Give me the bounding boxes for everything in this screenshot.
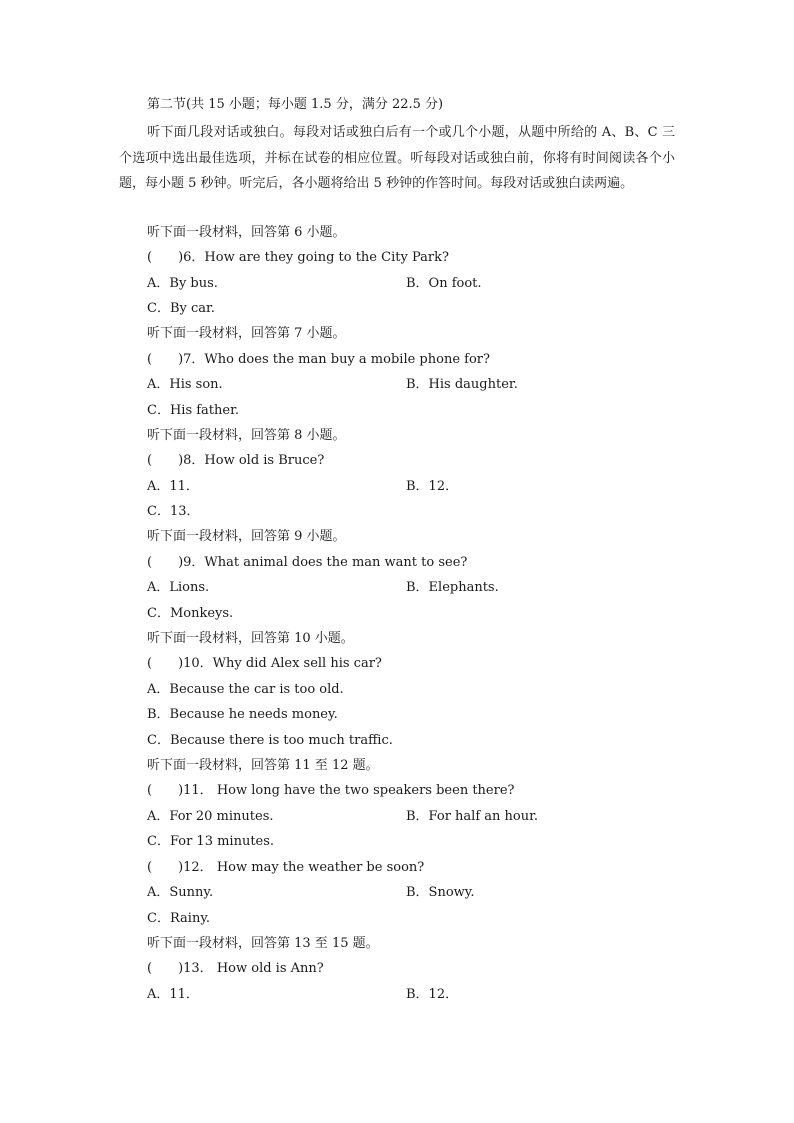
- option-10-a: A．Because the car is too old.: [147, 682, 344, 697]
- section-heading: 第二节(共 15 小题；每小题 1.5 分，满分 22.5 分): [147, 97, 444, 112]
- question-stem-12: ( )12． How may the weather be soon?: [147, 860, 425, 875]
- block-intro-7: 听下面一段材料，回答第 7 小题。: [147, 326, 346, 341]
- question-stem-6: ( )6．How are they going to the City Park?: [147, 250, 449, 265]
- option-10-c: C．Because there is too much traffic.: [147, 733, 393, 748]
- option-11-b: B．For half an hour.: [406, 809, 539, 824]
- option-8-a: A．11．: [147, 479, 199, 494]
- option-13-a: A．11．: [147, 987, 199, 1002]
- option-6-b: B．On foot.: [406, 276, 482, 291]
- section-instructions: [119, 120, 675, 197]
- option-7-a: A．His son.: [147, 377, 223, 392]
- option-13-b: B．12．: [406, 987, 459, 1002]
- option-6-a: A．By bus.: [147, 276, 218, 291]
- block-intro-8: 听下面一段材料，回答第 8 小题。: [147, 428, 346, 443]
- block-intro-6: 听下面一段材料，回答第 6 小题。: [147, 225, 346, 240]
- block-intro-9: 听下面一段材料，回答第 9 小题。: [147, 529, 346, 544]
- question-stem-13: ( )13． How old is Ann?: [147, 961, 324, 976]
- option-7-b: B．His daughter.: [406, 377, 518, 392]
- block-intro-13-15: 听下面一段材料，回答第 13 至 15 题。: [147, 936, 379, 951]
- option-10-b: B．Because he needs money.: [147, 707, 338, 722]
- option-6-c: C．By car.: [147, 301, 215, 316]
- option-9-a: A．Lions.: [147, 580, 210, 595]
- option-12-c: C．Rainy.: [147, 911, 211, 926]
- option-8-b: B．12．: [406, 479, 459, 494]
- question-stem-7: ( )7．Who does the man buy a mobile phone for?: [147, 352, 490, 367]
- option-8-c: C．13．: [147, 504, 200, 519]
- question-stem-9: ( )9．What animal does the man want to see?: [147, 555, 468, 570]
- block-intro-11-12: 听下面一段材料，回答第 11 至 12 题。: [147, 758, 379, 773]
- section-instructions-text: 听下面几段对话或独白。每段对话或独白后有一个或几个小题，从题中所给的 A、B、C 三个选项中选出最佳选项，并标在试卷的相应位置。听每段对话或独白前，你将有时间阅读各个小题，每小题 5 秒钟。听完后，各小题将给出 5 秒钟的作答时间。每段对话或独白读两遍。: [119, 125, 675, 191]
- option-11-a: A．For 20 minutes.: [147, 809, 274, 824]
- option-9-c: C．Monkeys.: [147, 606, 234, 621]
- option-11-c: C．For 13 minutes.: [147, 834, 275, 849]
- option-12-b: B．Snowy.: [406, 885, 475, 900]
- block-intro-10: 听下面一段材料，回答第 10 小题。: [147, 631, 354, 646]
- question-stem-10: ( )10．Why did Alex sell his car?: [147, 656, 382, 671]
- option-7-c: C．His father.: [147, 403, 240, 418]
- question-stem-8: ( )8．How old is Bruce?: [147, 453, 325, 468]
- option-9-b: B．Elephants.: [406, 580, 499, 595]
- option-12-a: A．Sunny.: [147, 885, 214, 900]
- question-stem-11: ( )11． How long have the two speakers been there?: [147, 783, 515, 798]
